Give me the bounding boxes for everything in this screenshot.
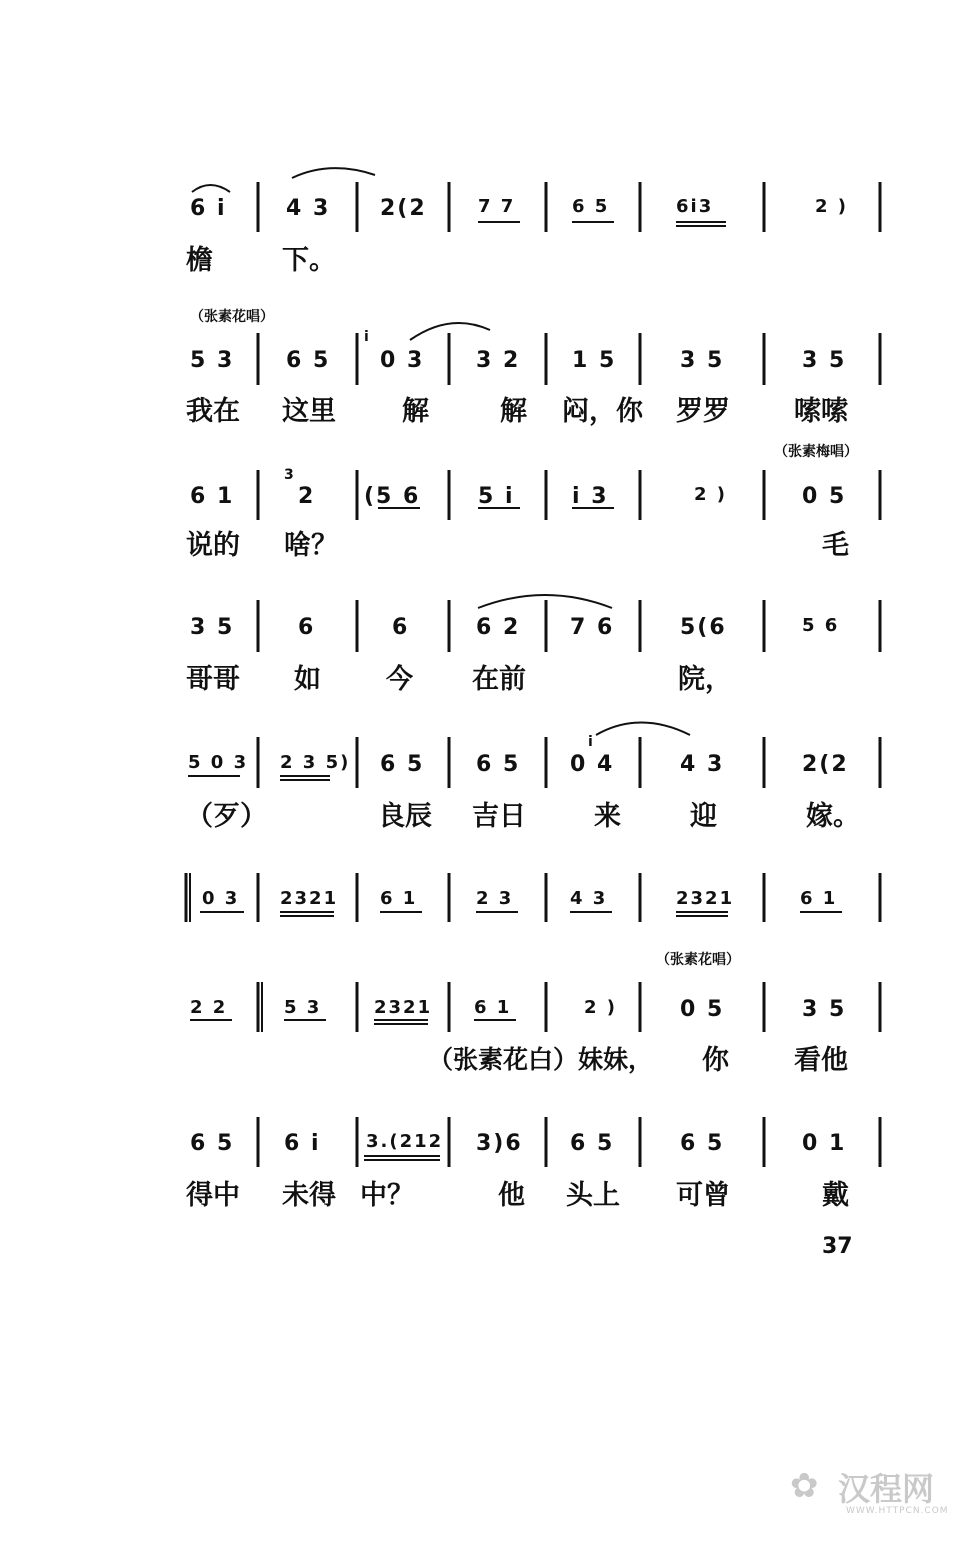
- lyric: 在前: [472, 664, 526, 695]
- lyric: 啥？: [284, 530, 338, 561]
- note-cell: 5 3: [190, 348, 235, 373]
- note-cell: 3 5: [190, 615, 235, 640]
- watermark-url: WWW.HTTPCN.COM: [846, 1506, 949, 1516]
- lyric: 良辰: [378, 801, 432, 832]
- note-cell: 0 1: [802, 1131, 847, 1156]
- lyric: （歹）: [186, 801, 267, 832]
- note-cell: 2 ): [694, 484, 728, 505]
- note-cell: 0 3: [202, 888, 240, 909]
- note-cell: 6 5: [570, 1131, 615, 1156]
- note-cell: 6: [392, 615, 410, 640]
- lyric: 解: [402, 396, 429, 427]
- lyric: 嗦嗦: [794, 396, 848, 427]
- note-cell: 3 5: [802, 348, 847, 373]
- lyric: 如: [294, 664, 321, 695]
- lyric: 檐: [186, 245, 213, 276]
- note-cell: 4 3: [286, 196, 331, 221]
- singer-label: （张素花唱）: [656, 952, 740, 968]
- note-cell: 2 ): [584, 997, 618, 1018]
- lyric: 今: [386, 664, 413, 695]
- note-cell: 3.(212: [366, 1131, 444, 1152]
- lyric: 下。: [282, 245, 336, 276]
- note-cell: 3 2: [476, 348, 521, 373]
- lyric: 得中: [186, 1180, 240, 1211]
- grace-note: i: [588, 734, 595, 750]
- note-cell: 7 6: [570, 615, 615, 640]
- note-cell: 6 5: [476, 752, 521, 777]
- note-cell: 6 1: [380, 888, 418, 909]
- note-cell: 2 2: [190, 997, 228, 1018]
- lyric: 我在: [186, 396, 240, 427]
- lyric: 院，: [678, 664, 732, 695]
- note-cell: 0 5: [680, 997, 725, 1022]
- note-cell: 6 5: [572, 196, 610, 217]
- lyric: 未得: [282, 1180, 336, 1211]
- note-cell: 5 i: [478, 484, 515, 509]
- lyric: 闷，你: [562, 396, 643, 427]
- note-cell: 2(2: [380, 196, 427, 221]
- note-cell: 2: [298, 484, 316, 509]
- lyric: 罗罗: [676, 396, 730, 427]
- watermark: [790, 1462, 960, 1532]
- note-cell: 5(6: [680, 615, 727, 640]
- note-cell: 5 6: [802, 615, 840, 636]
- note-cell: 0 5: [802, 484, 847, 509]
- lyric: 看他: [794, 1045, 848, 1076]
- note-cell: 4 3: [570, 888, 608, 909]
- note-cell: 6 1: [800, 888, 838, 909]
- lyric: 他: [498, 1180, 525, 1211]
- note-cell: 6 1: [190, 484, 235, 509]
- note-cell: 6 1: [474, 997, 512, 1018]
- note-cell: 6 5: [380, 752, 425, 777]
- note-cell: 6i3: [676, 196, 714, 217]
- singer-label: （张素梅唱）: [774, 444, 858, 460]
- lyric: 哥哥: [186, 664, 240, 695]
- note-cell: 2 ): [815, 196, 849, 217]
- note-cell: 2321: [374, 997, 433, 1018]
- lyric: 中？: [360, 1180, 414, 1211]
- note-cell: 0 3: [380, 348, 425, 373]
- watermark-logo-icon: ✿: [790, 1466, 819, 1506]
- note-cell: 6: [298, 615, 316, 640]
- note-cell: 6 2: [476, 615, 521, 640]
- note-cell: (5 6: [364, 484, 421, 509]
- note-cell: 2 3 5): [280, 752, 351, 773]
- note-cell: 3)6: [476, 1131, 523, 1156]
- note-cell: 5 3: [284, 997, 322, 1018]
- note-cell: i 3: [572, 484, 609, 509]
- lyric: 解: [500, 396, 527, 427]
- note-cell: 3 5: [802, 997, 847, 1022]
- grace-note: i: [364, 329, 371, 345]
- lyric: 这里: [282, 396, 336, 427]
- note-cell: 5 0 3: [188, 752, 249, 773]
- lyric: 戴: [822, 1180, 849, 1211]
- note-cell: 7 7: [478, 196, 516, 217]
- note-cell: 6 5: [190, 1131, 235, 1156]
- note-cell: 6 i: [190, 196, 227, 221]
- note-cell: 2321: [676, 888, 735, 909]
- lyric: （张素花白）妹妹，: [428, 1045, 654, 1074]
- note-cell: 2 3: [476, 888, 514, 909]
- grace-note: 3: [284, 467, 296, 483]
- note-cell: 6 5: [680, 1131, 725, 1156]
- page-number: 37: [822, 1234, 853, 1259]
- note-cell: 6 5: [286, 348, 331, 373]
- lyric: 头上: [566, 1180, 620, 1211]
- note-cell: 1 5: [572, 348, 617, 373]
- lyric: 吉日: [472, 801, 526, 832]
- singer-label: （张素花唱）: [190, 309, 274, 325]
- note-cell: 4 3: [680, 752, 725, 777]
- lyric: 你: [702, 1045, 729, 1076]
- lyric: 毛: [822, 530, 849, 561]
- note-cell: 3 5: [680, 348, 725, 373]
- lyric: 来: [594, 801, 621, 832]
- note-cell: 2321: [280, 888, 339, 909]
- lyric: 可曾: [676, 1180, 730, 1211]
- note-cell: 2(2: [802, 752, 849, 777]
- lyric: 迎: [690, 801, 717, 832]
- watermark-brand: 汉程网: [838, 1470, 935, 1508]
- lyric: 说的: [186, 530, 240, 561]
- note-cell: 0 4: [570, 752, 615, 777]
- lyric: 嫁。: [806, 801, 860, 832]
- note-cell: 6 i: [284, 1131, 321, 1156]
